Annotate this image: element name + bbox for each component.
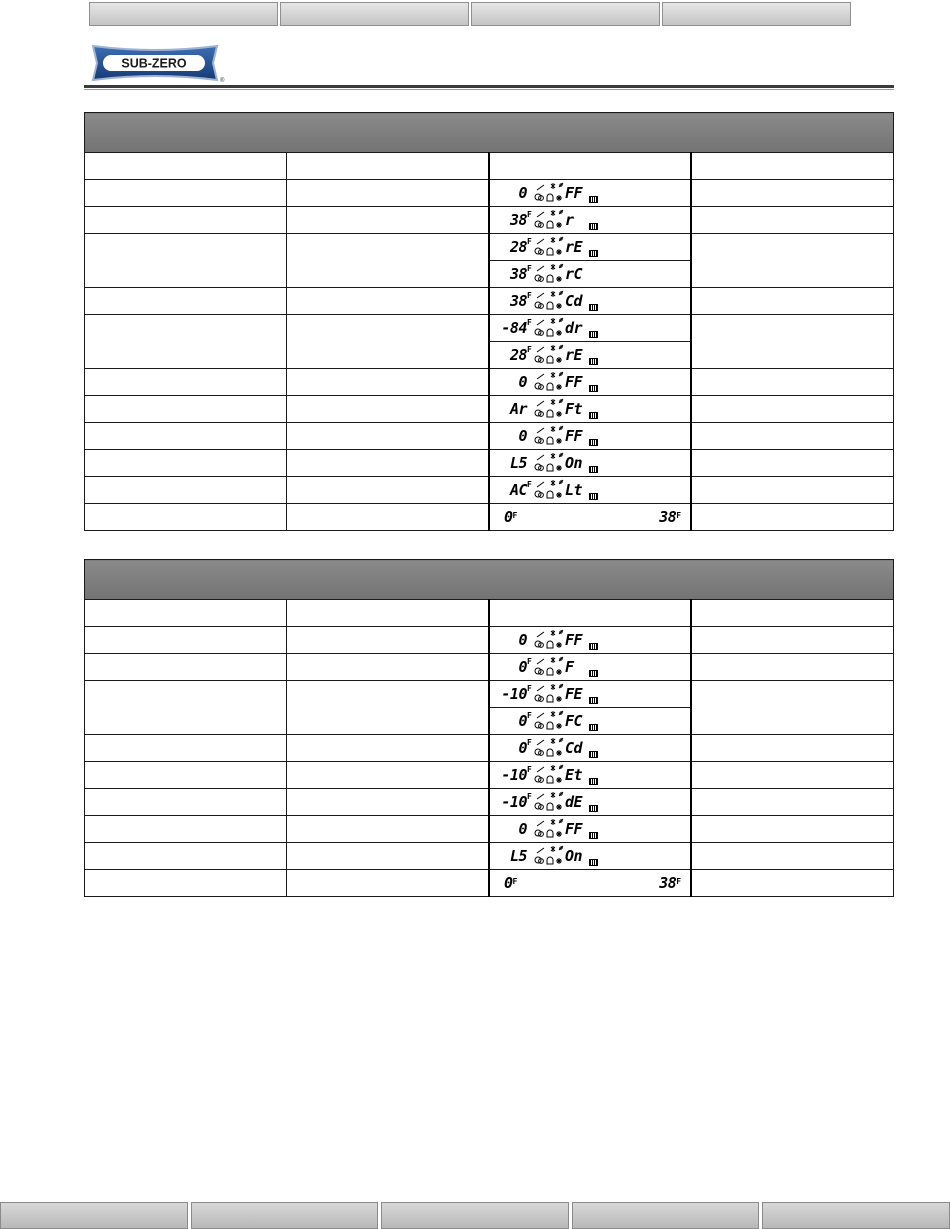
temp-unit: F (676, 877, 681, 886)
bottom-nav-tab-2[interactable] (191, 1202, 379, 1229)
display-cell (489, 153, 691, 180)
display-cell (489, 477, 691, 504)
display-cell (489, 423, 691, 450)
lcd-unit: F (527, 345, 532, 354)
lcd-indicator-icon (589, 670, 598, 677)
lcd-unit: F (527, 480, 532, 489)
table-row (85, 735, 894, 762)
note-cell (691, 450, 893, 477)
temp-value: 0 (504, 508, 513, 526)
lcd-right-readout: rE (565, 238, 583, 256)
lcd-left-readout: 38 (509, 211, 527, 229)
lcd-indicator-icon (589, 439, 598, 446)
table-row (85, 816, 894, 843)
table-row (85, 234, 894, 288)
lcd-right-readout: Cd (565, 292, 583, 310)
lcd-unit: F (527, 264, 532, 273)
lcd-display (490, 600, 690, 626)
lcd-indicator-icon (589, 493, 598, 500)
lcd-temperature-display (490, 870, 690, 896)
freezer-temp-readout (504, 508, 519, 526)
table-row (85, 681, 894, 735)
step-cell (85, 207, 287, 234)
lcd-unit: F (527, 684, 532, 693)
note-cell (691, 234, 893, 288)
lcd-left-readout: 0 (518, 712, 527, 730)
lcd-indicator-icon (589, 196, 598, 203)
step-cell (85, 396, 287, 423)
lcd-display (490, 234, 690, 260)
lcd-unit: F (527, 711, 532, 720)
lcd-display (490, 735, 690, 761)
bottom-nav-tab-1[interactable] (0, 1202, 188, 1229)
lcd-display (490, 789, 690, 815)
lcd-unit: F (527, 738, 532, 747)
lcd-left-readout: L5 (509, 454, 527, 472)
top-nav-tab-1[interactable] (89, 2, 278, 26)
lcd-status-icons (533, 656, 565, 678)
lcd-status-icons (533, 602, 565, 624)
action-cell (287, 477, 489, 504)
lcd-indicator-icon (589, 778, 598, 785)
lcd-display (490, 707, 690, 734)
lcd-left-readout: 28 (509, 346, 527, 364)
step-cell (85, 315, 287, 369)
step-cell (85, 627, 287, 654)
lcd-temperature-display (490, 504, 690, 530)
note-cell (691, 477, 893, 504)
step-cell (85, 843, 287, 870)
display-cell (489, 396, 691, 423)
lcd-indicator-icon (589, 697, 598, 704)
lcd-status-icons (533, 263, 565, 285)
lcd-unit: F (527, 657, 532, 666)
step-cell (85, 681, 287, 735)
lcd-right-readout: On (565, 454, 583, 472)
lcd-right-readout: r (565, 211, 574, 229)
lcd-indicator-icon (589, 412, 598, 419)
lcd-right-readout: FF (565, 820, 583, 838)
note-cell (691, 735, 893, 762)
lcd-status-icons (533, 371, 565, 393)
action-cell (287, 369, 489, 396)
lcd-unit: F (527, 765, 532, 774)
display-cell (489, 843, 691, 870)
top-nav-tab-2[interactable] (280, 2, 469, 26)
action-cell (287, 153, 489, 180)
lcd-status-icons (533, 791, 565, 813)
step-cell (85, 654, 287, 681)
lcd-status-icons (533, 425, 565, 447)
lcd-indicator-icon (589, 250, 598, 257)
lcd-right-readout: dr (565, 319, 583, 337)
lcd-left-readout: -84 (501, 319, 527, 337)
display-cell (489, 627, 691, 654)
freezer-temp-readout (504, 874, 519, 892)
lcd-right-readout: Cd (565, 739, 583, 757)
table-row (85, 288, 894, 315)
action-cell (287, 735, 489, 762)
bottom-nav-tab-5[interactable] (762, 1202, 950, 1229)
top-nav-tab-4[interactable] (662, 2, 851, 26)
step-cell (85, 180, 287, 207)
table-row (85, 450, 894, 477)
lcd-display (490, 816, 690, 842)
step-cell (85, 423, 287, 450)
table-row (85, 789, 894, 816)
section-header (85, 113, 894, 153)
lcd-right-readout: Et (565, 766, 583, 784)
action-cell (287, 396, 489, 423)
lcd-right-readout: rE (565, 346, 583, 364)
display-cell (489, 207, 691, 234)
lcd-right-readout: F (565, 658, 574, 676)
lcd-display (490, 654, 690, 680)
action-cell (287, 654, 489, 681)
display-cell (489, 681, 691, 735)
action-cell (287, 423, 489, 450)
note-cell (691, 369, 893, 396)
action-cell (287, 180, 489, 207)
lcd-left-readout: 0 (518, 631, 527, 649)
lcd-left-readout: 28 (509, 238, 527, 256)
lcd-right-readout: FF (565, 184, 583, 202)
step-cell (85, 153, 287, 180)
lcd-right-readout: FF (565, 427, 583, 445)
note-cell (691, 654, 893, 681)
step-cell (85, 870, 287, 897)
top-nav (89, 2, 851, 28)
action-cell (287, 288, 489, 315)
step-cell (85, 600, 287, 627)
lcd-status-icons (533, 764, 565, 786)
lcd-status-icons (533, 182, 565, 204)
lcd-indicator-icon (589, 724, 598, 731)
lcd-status-icons (533, 629, 565, 651)
lcd-indicator-icon (589, 304, 598, 311)
lcd-status-icons (533, 236, 565, 258)
freezer-mode-table (84, 559, 894, 897)
lcd-right-readout: rC (565, 265, 583, 283)
lcd-display (490, 681, 690, 707)
lcd-left-readout: 0 (518, 427, 527, 445)
lcd-indicator-icon (589, 859, 598, 866)
display-cell (489, 870, 691, 897)
display-cell (489, 735, 691, 762)
refrigerator-temp-readout (659, 874, 682, 892)
lcd-unit: F (527, 210, 532, 219)
display-cell (489, 816, 691, 843)
display-cell (489, 762, 691, 789)
lcd-status-icons (533, 818, 565, 840)
lcd-display (490, 423, 690, 449)
table-row (85, 315, 894, 369)
lcd-left-readout: 0 (518, 184, 527, 202)
lcd-status-icons (533, 155, 565, 177)
display-cell (489, 789, 691, 816)
temp-value: 0 (504, 874, 513, 892)
lcd-status-icons (533, 452, 565, 474)
lcd-indicator-icon (589, 385, 598, 392)
bottom-nav-tab-3[interactable] (381, 1202, 569, 1229)
temp-unit: F (512, 511, 517, 520)
lcd-status-icons (533, 683, 565, 705)
action-cell (287, 234, 489, 288)
lcd-left-readout: AC (509, 481, 527, 499)
lcd-status-icons (533, 290, 565, 312)
lcd-unit: F (527, 237, 532, 246)
table-row (85, 423, 894, 450)
table-row (85, 180, 894, 207)
action-cell (287, 816, 489, 843)
table-row (85, 627, 894, 654)
lcd-status-icons (533, 317, 565, 339)
note-cell (691, 153, 893, 180)
lcd-left-readout: -10 (501, 685, 527, 703)
step-cell (85, 477, 287, 504)
note-cell (691, 627, 893, 654)
lcd-unit: F (527, 291, 532, 300)
refrigerator-temp-readout (659, 508, 682, 526)
lcd-left-readout: -10 (501, 766, 527, 784)
note-cell (691, 288, 893, 315)
section-header (85, 560, 894, 600)
temp-value: 38 (659, 874, 677, 892)
note-cell (691, 423, 893, 450)
lcd-right-readout: Ft (565, 400, 583, 418)
lcd-display (490, 180, 690, 206)
note-cell (691, 681, 893, 735)
lcd-status-icons (533, 710, 565, 732)
lcd-indicator-icon (589, 832, 598, 839)
display-cell (489, 234, 691, 288)
lcd-indicator-icon (589, 466, 598, 473)
action-cell (287, 870, 489, 897)
table-row (85, 870, 894, 897)
lcd-display (490, 288, 690, 314)
action-cell (287, 627, 489, 654)
bottom-nav-tab-4[interactable] (572, 1202, 760, 1229)
header-rule-thin (84, 89, 894, 90)
table-row (85, 207, 894, 234)
lcd-status-icons (533, 209, 565, 231)
step-cell (85, 735, 287, 762)
step-cell (85, 762, 287, 789)
temp-unit: F (512, 877, 517, 886)
temp-value: 38 (659, 508, 677, 526)
action-cell (287, 681, 489, 735)
table-row (85, 762, 894, 789)
lcd-display (490, 477, 690, 503)
note-cell (691, 396, 893, 423)
lcd-unit: F (527, 792, 532, 801)
action-cell (287, 315, 489, 369)
lcd-indicator-icon (589, 223, 598, 230)
step-cell (85, 816, 287, 843)
lcd-display (490, 450, 690, 476)
action-cell (287, 762, 489, 789)
lcd-left-readout: L5 (509, 847, 527, 865)
lcd-status-icons (533, 344, 565, 366)
lcd-display (490, 260, 690, 287)
lcd-right-readout: On (565, 847, 583, 865)
display-cell (489, 600, 691, 627)
action-cell (287, 450, 489, 477)
refrigerator-mode-table (84, 112, 894, 531)
lcd-left-readout: 38 (509, 292, 527, 310)
display-cell (489, 288, 691, 315)
step-cell (85, 504, 287, 531)
lcd-indicator-icon (589, 331, 598, 338)
action-cell (287, 600, 489, 627)
lcd-right-readout: FF (565, 373, 583, 391)
display-cell (489, 369, 691, 396)
table-row (85, 843, 894, 870)
lcd-display (490, 843, 690, 869)
lcd-right-readout: FC (565, 712, 583, 730)
note-cell (691, 789, 893, 816)
table-row (85, 396, 894, 423)
lcd-display (490, 396, 690, 422)
lcd-status-icons (533, 479, 565, 501)
logo-registered-mark: ® (220, 78, 225, 84)
lcd-status-icons (533, 398, 565, 420)
lcd-display (490, 762, 690, 788)
lcd-left-readout: 38 (509, 265, 527, 283)
step-cell (85, 234, 287, 288)
note-cell (691, 816, 893, 843)
note-cell (691, 504, 893, 531)
top-nav-tab-3[interactable] (471, 2, 660, 26)
lcd-right-readout: Lt (565, 481, 583, 499)
lcd-left-readout: 0 (518, 820, 527, 838)
lcd-display (490, 341, 690, 368)
note-cell (691, 870, 893, 897)
lcd-left-readout: -10 (501, 793, 527, 811)
note-cell (691, 315, 893, 369)
step-cell (85, 450, 287, 477)
note-cell (691, 843, 893, 870)
action-cell (287, 843, 489, 870)
note-cell (691, 180, 893, 207)
lcd-right-readout: FE (565, 685, 583, 703)
display-cell (489, 315, 691, 369)
lcd-status-icons (533, 845, 565, 867)
lcd-status-icons (533, 737, 565, 759)
display-cell (489, 180, 691, 207)
lcd-left-readout: Ar (509, 400, 527, 418)
bottom-nav (0, 1202, 950, 1229)
table-row (85, 477, 894, 504)
table-row (85, 600, 894, 627)
sub-zero-logo (89, 42, 225, 84)
logo-text: SUB-ZERO (121, 56, 187, 71)
lcd-indicator-icon (589, 805, 598, 812)
lcd-indicator-icon (589, 358, 598, 365)
display-cell (489, 450, 691, 477)
lcd-display (490, 207, 690, 233)
table-row (85, 504, 894, 531)
lcd-right-readout: FF (565, 631, 583, 649)
table-row (85, 153, 894, 180)
lcd-display (490, 627, 690, 653)
lcd-display (490, 315, 690, 341)
display-cell (489, 654, 691, 681)
lcd-left-readout: 0 (518, 373, 527, 391)
lcd-right-readout: dE (565, 793, 583, 811)
lcd-unit: F (527, 318, 532, 327)
step-cell (85, 789, 287, 816)
note-cell (691, 762, 893, 789)
note-cell (691, 600, 893, 627)
display-cell (489, 504, 691, 531)
lcd-display (490, 153, 690, 179)
lcd-left-readout: 0 (518, 658, 527, 676)
lcd-display (490, 369, 690, 395)
lcd-indicator-icon (589, 643, 598, 650)
note-cell (691, 207, 893, 234)
action-cell (287, 207, 489, 234)
action-cell (287, 789, 489, 816)
table-row (85, 369, 894, 396)
step-cell (85, 288, 287, 315)
lcd-indicator-icon (589, 751, 598, 758)
table-row (85, 654, 894, 681)
step-cell (85, 369, 287, 396)
action-cell (287, 504, 489, 531)
lcd-left-readout: 0 (518, 739, 527, 757)
header-rule (84, 85, 894, 88)
temp-unit: F (676, 511, 681, 520)
